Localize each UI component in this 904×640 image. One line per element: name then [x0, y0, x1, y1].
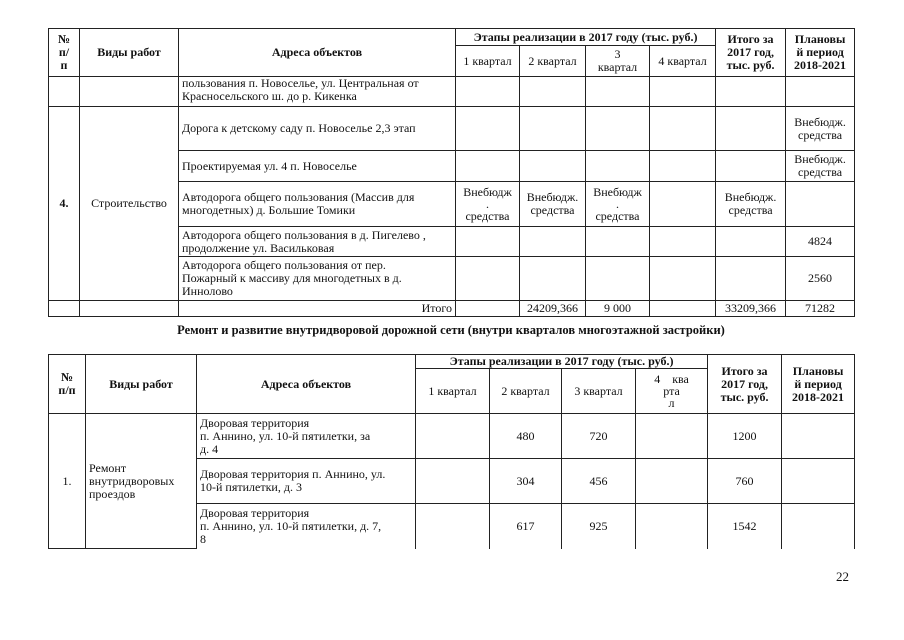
header-stages: Этапы реализации в 2017 году (тыс. руб.) — [416, 355, 708, 369]
row-total: Внебюдж. средства — [716, 182, 786, 227]
row-q4 — [650, 151, 716, 182]
row-q2: 480 — [490, 414, 562, 459]
total-q4 — [650, 301, 716, 317]
cont-work-type — [80, 77, 179, 107]
cell — [716, 77, 786, 107]
header-work-types: Виды работ — [80, 29, 179, 77]
row-q3 — [586, 227, 650, 257]
row-q4 — [650, 227, 716, 257]
header-plan: Плановы й период 2018-2021 — [786, 29, 855, 77]
header-q4: 4 ква рта л — [636, 369, 708, 414]
total-q2: 24209,366 — [520, 301, 586, 317]
row-q2 — [520, 227, 586, 257]
row-q4 — [650, 107, 716, 151]
row-total: 1200 — [708, 414, 782, 459]
row-total: 760 — [708, 459, 782, 504]
header-plan: Плановы й период 2018-2021 — [782, 355, 855, 414]
row-q1 — [416, 459, 490, 504]
cell — [650, 77, 716, 107]
cont-address: пользования п. Новоселье, ул. Центральная от Красносельского ш. до р. Кикенка — [179, 77, 456, 107]
cell — [456, 77, 520, 107]
row-q2 — [520, 257, 586, 301]
row-plan: Внебюдж. средства — [786, 151, 855, 182]
row-address: Автодорога общего пользования (Массив для многодетных) д. Большие Томики — [179, 182, 456, 227]
row-q1 — [416, 414, 490, 459]
row-address: Автодорога общего пользования в д. Пигелево , продолжение ул. Васильковая — [179, 227, 456, 257]
row-q1 — [456, 227, 520, 257]
total-label: Итого — [179, 301, 456, 317]
row-q1 — [456, 107, 520, 151]
header-num: № п/п — [49, 355, 86, 414]
row-plan — [782, 414, 855, 459]
row-address: Проектируемая ул. 4 п. Новоселье — [179, 151, 456, 182]
table-row — [49, 414, 855, 459]
row-q4 — [650, 257, 716, 301]
row-plan — [782, 459, 855, 504]
header-addresses: Адреса объектов — [197, 355, 416, 414]
header-q3: 3 квартал — [586, 46, 650, 77]
row-q1: Внебюдж . средства — [456, 182, 520, 227]
total-plan: 71282 — [786, 301, 855, 317]
group-work-type: Ремонт внутридворовых проездов — [86, 414, 197, 549]
row-q1 — [456, 257, 520, 301]
row-q3 — [586, 107, 650, 151]
row-q4 — [636, 414, 708, 459]
row-q1 — [456, 151, 520, 182]
cell — [520, 77, 586, 107]
row-q2: 617 — [490, 504, 562, 549]
header-work-types: Виды работ — [86, 355, 197, 414]
header-num: № п/ п — [49, 29, 80, 77]
row-total: 1542 — [708, 504, 782, 549]
row-address: Дворовая территория п. Аннино, ул. 10-й пятилетки, за д. 4 — [197, 414, 416, 459]
header-stages: Этапы реализации в 2017 году (тыс. руб.) — [456, 29, 716, 46]
row-plan: 2560 — [786, 257, 855, 301]
row-q3: 925 — [562, 504, 636, 549]
row-q4 — [650, 182, 716, 227]
row-plan — [786, 182, 855, 227]
header-q1: 1 квартал — [456, 46, 520, 77]
cell — [786, 77, 855, 107]
total-q3: 9 000 — [586, 301, 650, 317]
header-total: Итого за 2017 год, тыс. руб. — [708, 355, 782, 414]
group-work-type: Строительство — [80, 107, 179, 301]
row-plan: 4824 — [786, 227, 855, 257]
total-row — [49, 301, 855, 317]
group-num: 4. — [49, 107, 80, 301]
row-q2 — [520, 151, 586, 182]
cell — [80, 301, 179, 317]
row-q3: 456 — [562, 459, 636, 504]
cell — [49, 301, 80, 317]
construction-table — [48, 28, 855, 317]
total-q1 — [456, 301, 520, 317]
row-q2: Внебюдж. средства — [520, 182, 586, 227]
table-row — [49, 107, 855, 151]
row-address: Автодорога общего пользования от пер. Пожарный к массиву для многодетных в д. Иннолово — [179, 257, 456, 301]
row-address: Дорога к детскому саду п. Новоселье 2,3 этап — [179, 107, 456, 151]
header-total: Итого за 2017 год, тыс. руб. — [716, 29, 786, 77]
header-q1: 1 квартал — [416, 369, 490, 414]
header-q3: 3 квартал — [562, 369, 636, 414]
total-total: 33209,366 — [716, 301, 786, 317]
row-q2 — [520, 107, 586, 151]
header-addresses: Адреса объектов — [179, 29, 456, 77]
row-plan: Внебюдж. средства — [786, 107, 855, 151]
row-plan — [782, 504, 855, 549]
header-q2: 2 квартал — [490, 369, 562, 414]
page-number: 22 — [836, 569, 849, 584]
row-q4 — [636, 459, 708, 504]
group-num: 1. — [49, 414, 86, 549]
cell — [586, 77, 650, 107]
row-q3 — [586, 257, 650, 301]
row-q3: Внебюдж . средства — [586, 182, 650, 227]
header-q2: 2 квартал — [520, 46, 586, 77]
row-q2: 304 — [490, 459, 562, 504]
cont-num — [49, 77, 80, 107]
row-q3 — [586, 151, 650, 182]
header-q4: 4 квартал — [650, 46, 716, 77]
row-q4 — [636, 504, 708, 549]
row-address: Дворовая территория п. Аннино, ул. 10-й пятилетки, д. 7, 8 — [197, 504, 416, 549]
row-q3: 720 — [562, 414, 636, 459]
row-total — [716, 151, 786, 182]
row-q1 — [416, 504, 490, 549]
row-total — [716, 107, 786, 151]
row-total — [716, 257, 786, 301]
row-address: Дворовая территория п. Аннино, ул. 10-й пятилетки, д. 3 — [197, 459, 416, 504]
row-total — [716, 227, 786, 257]
section-heading: Ремонт и развитие внутридворовой дорожной сети (внутри кварталов многоэтажной застройки) — [177, 323, 725, 337]
courtyard-repair-table — [48, 354, 855, 549]
